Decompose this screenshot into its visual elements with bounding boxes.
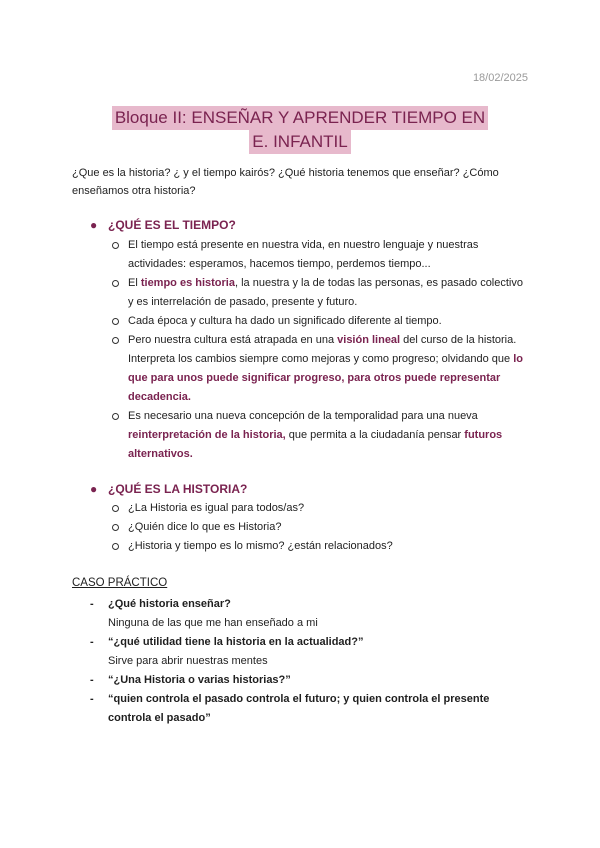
list-item: - “¿Una Historia o varias historias?” (90, 674, 291, 686)
page-title (0, 106, 600, 154)
bullet-icon: ● (90, 218, 98, 232)
caso-practico-list (72, 595, 532, 728)
bullet-icon: ● (90, 482, 98, 496)
list-item: ¿La Historia es igual para todos/as? (128, 499, 528, 518)
tiempo-list (128, 236, 528, 464)
list-item: - “¿qué utilidad tiene la historia en la actualidad?” Sirve para abrir nuestras mentes (90, 636, 364, 667)
list-item: Cada época y cultura ha dado un significado diferente al tiempo. (128, 312, 528, 331)
section-heading-historia: ● ¿QUÉ ES LA HISTORIA? (90, 482, 248, 496)
list-item: ¿Historia y tiempo es lo mismo? ¿están relacionados? (128, 537, 528, 556)
list-item: - ¿Qué historia enseñar? Ninguna de las que me han enseñado a mi (90, 598, 318, 629)
intro-paragraph: ¿Que es la historia? ¿ y el tiempo kairós? ¿Qué historia tenemos que enseñar? ¿Cómo enseñamos otra historia? (72, 167, 499, 197)
title-line-1: Bloque II: ENSEÑAR Y APRENDER TIEMPO EN (112, 106, 488, 130)
list-item: El tiempo está presente en nuestra vida, en nuestro lenguaje y nuestras actividades: esperamos, hacemos tiempo, perdemos tiempo... (128, 236, 528, 274)
document-date: 18/02/2025 (472, 72, 528, 84)
list-item: ¿Quién dice lo que es Historia? (128, 518, 528, 537)
section-heading-tiempo: ● ¿QUÉ ES EL TIEMPO? (90, 218, 236, 232)
list-item: Es necesario una nueva concepción de la temporalidad para una nueva reinterpretación de la historia, que permita a la ciudadanía pensar futuros alternativos. (128, 407, 528, 464)
title-line-2: E. INFANTIL (249, 130, 350, 154)
list-item: - “quien controla el pasado controla el futuro; y quien controla el presente controla el pasado” (90, 693, 490, 724)
list-item: El tiempo es historia, la nuestra y la de todas las personas, es pasado colectivo y es interrelación de pasado, presente y futuro. (128, 274, 528, 312)
historia-list (128, 499, 528, 556)
list-item: Pero nuestra cultura está atrapada en una visión lineal del curso de la historia. Interpreta los cambios siempre como mejoras y como progreso; olvidando que lo que para unos puede significar progreso, para otros puede representar decadencia. (128, 331, 528, 407)
caso-practico-heading: CASO PRÁCTICO (72, 577, 168, 589)
